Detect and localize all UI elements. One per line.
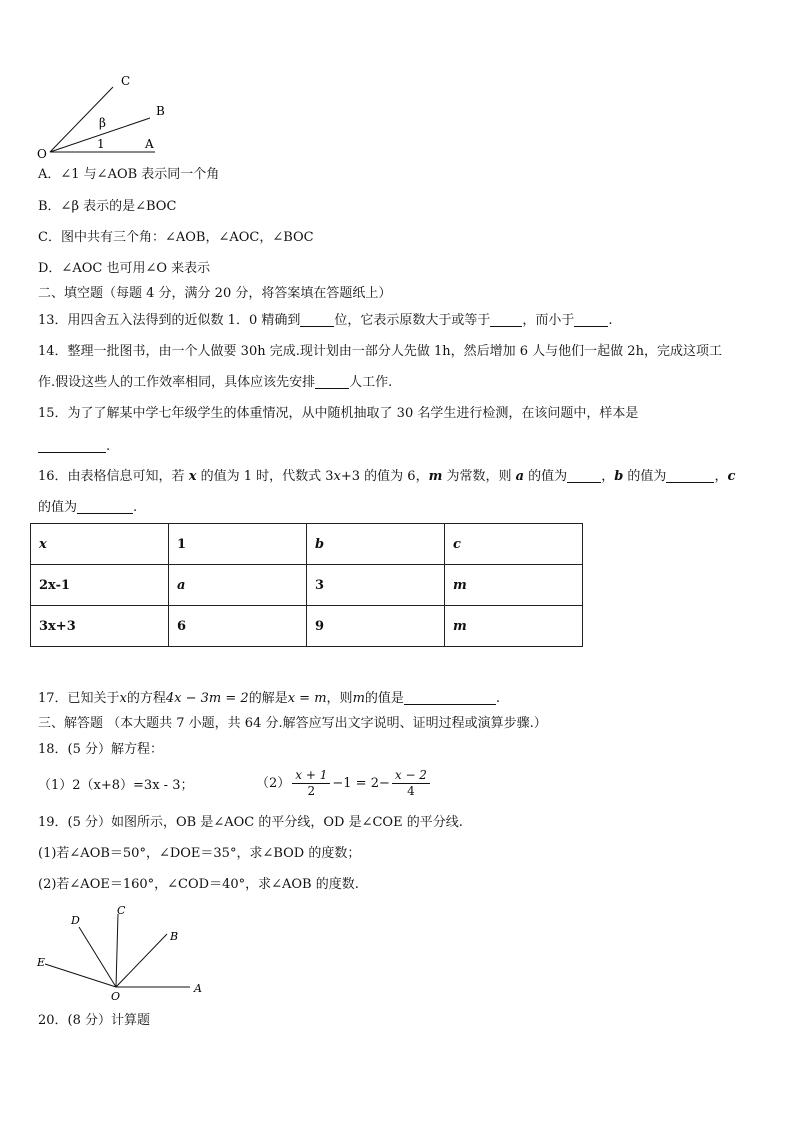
option-a: A．∠1 与∠AOB 表示同一个角 (38, 167, 220, 182)
section-2-heading: 二、填空题（每题 4 分，满分 20 分，将答案填在答题纸上） (38, 286, 392, 301)
q16-var-b: b (614, 469, 624, 484)
table-cell: 6 (169, 606, 307, 647)
question-19-title: 19．(5 分）如图所示，OB 是∠AOC 的平分线，OD 是∠COE 的平分线. (38, 815, 463, 830)
q15-blank (38, 438, 106, 453)
question-18-title: 18．(5 分）解方程： (38, 742, 164, 757)
fraction-numerator: x − 2 (392, 768, 430, 784)
option-c: C．图中共有三个角：∠AOB，∠AOC，∠BOC (38, 230, 314, 245)
label-d: D (71, 914, 80, 927)
q16-blank-c (77, 499, 133, 514)
q17-solution: x = m (287, 691, 327, 706)
table-cell: 3 (307, 565, 445, 606)
q18-equation-1: （1）2（x+8）=3x - 3； (38, 778, 194, 793)
fraction-denominator: 2 (307, 784, 316, 798)
info-table (30, 523, 583, 647)
ray-oe (45, 964, 116, 987)
q16-text-1: 16．由表格信息可知，若 (38, 469, 189, 484)
q16-text-5: 的值为 (524, 469, 568, 484)
ray-od (79, 927, 116, 987)
q18-fraction-1 (292, 768, 330, 799)
q15-end: . (106, 439, 111, 454)
q16-var-x2: x (333, 469, 341, 484)
q13-text-2: 位，它表示原数大于或等于 (334, 313, 491, 328)
q16-blank-b (666, 468, 714, 483)
q14-text-1: 作.假设这些人的工作效率相同，具体应该先安排 (38, 375, 316, 390)
label-b: B (156, 104, 165, 118)
angle-figure-2 (30, 900, 215, 1005)
label-e: E (37, 956, 46, 969)
label-a: A (194, 982, 202, 995)
q16-text-4: 为常数，则 (442, 469, 516, 484)
q16-text-8: ， (714, 469, 728, 484)
table-cell: m (445, 606, 583, 647)
q17-equation: 4x − 3m = 2 (165, 691, 249, 706)
label-a: A (145, 137, 154, 151)
table-row (31, 565, 583, 606)
section-3-heading: 三、解答题 （本大题共 7 小题，共 64 分.解答应写出文字说明、证明过程或演算步骤.） (38, 716, 547, 731)
q16-end: . (133, 500, 138, 515)
q16-text-6: ， (601, 469, 615, 484)
q13-text-1: 13．用四舍五入法得到的近似数 1．0 精确到 (38, 313, 301, 328)
q13-blank-3 (574, 312, 608, 327)
q18-equation-2 (256, 768, 432, 799)
table-cell: 9 (307, 606, 445, 647)
table-cell: b (307, 524, 445, 565)
q16-var-x: x (188, 469, 197, 484)
table-cell: x (31, 524, 169, 565)
question-20-title: 20．(8 分）计算题 (38, 1013, 151, 1028)
q17-var-x: x (119, 691, 127, 706)
q17-text-4: ，则 (326, 691, 353, 706)
q16-blank-a (567, 468, 601, 483)
question-13 (38, 312, 613, 330)
label-o: O (111, 990, 121, 1003)
q17-var-m: m (352, 691, 365, 706)
table-row (31, 524, 583, 565)
question-15-line-2 (38, 438, 110, 456)
option-d: D．∠AOC 也可用∠O 来表示 (38, 261, 211, 276)
q16-text-7: 的值为 (623, 469, 667, 484)
table-cell: c (445, 524, 583, 565)
label-c: C (121, 74, 131, 88)
q16-text-9: 的值为 (38, 500, 78, 515)
question-16-line-1 (38, 468, 735, 486)
q17-text-2: 的方程 (126, 691, 166, 706)
question-14-line-1: 14．整理一批图书，由一个人做要 30h 完成.现计划由一部分人先做 1h，然后增加 6 人与他们一起做 2h，完成这项工 (38, 344, 722, 359)
label-beta: β (99, 116, 106, 130)
q17-text-3: 的解是 (248, 691, 288, 706)
question-15-line-1: 15．为了了解某中学七年级学生的体重情况，从中随机抽取了 30 名学生进行检测，在该问题中，样本是 (38, 406, 639, 421)
option-b: B．∠β 表示的是∠BOC (38, 199, 177, 214)
table-cell: 2x-1 (31, 565, 169, 606)
q16-var-a: a (515, 469, 525, 484)
fraction-denominator: 4 (407, 784, 415, 798)
q16-text-3: +3 的值为 6， (340, 469, 429, 484)
q14-text-2: 人工作. (349, 375, 393, 390)
q18-fraction-2 (392, 768, 430, 799)
q18-eq2-middle: −1 = 2− (332, 776, 390, 791)
table-row (31, 606, 583, 647)
angle-figure-1 (30, 70, 180, 165)
question-16-line-2 (38, 499, 137, 517)
label-c: C (117, 904, 126, 917)
ray-ob (116, 934, 167, 987)
table-cell: 1 (169, 524, 307, 565)
ray-oc (116, 914, 118, 987)
label-b: B (170, 930, 179, 943)
label-o: O (37, 147, 47, 161)
q13-text-3: ，而小于 (522, 313, 575, 328)
label-1: 1 (97, 137, 105, 151)
question-14-line-2 (38, 374, 392, 392)
q13-blank-1 (300, 312, 334, 327)
q14-blank (315, 374, 349, 389)
q13-text-4: . (608, 313, 613, 328)
q18-eq2-prefix: （2） (256, 776, 291, 791)
q13-blank-2 (490, 312, 522, 327)
q17-end: . (495, 691, 501, 706)
q17-blank (404, 690, 496, 705)
q16-var-c: c (727, 469, 736, 484)
q17-text-1: 17．已知关于 (38, 691, 120, 706)
fraction-numerator: x + 1 (292, 768, 330, 784)
table-cell: m (445, 565, 583, 606)
table-cell: a (169, 565, 307, 606)
table-cell: 3x+3 (31, 606, 169, 647)
q17-text-5: 的值是 (364, 691, 404, 706)
question-17 (38, 690, 500, 708)
q16-text-2: 的值为 1 时，代数式 3 (196, 469, 334, 484)
q16-var-m: m (428, 469, 443, 484)
question-19-part-2: (2)若∠AOE＝160°，∠COD＝40°，求∠AOB 的度数. (38, 877, 359, 892)
question-19-part-1: (1)若∠AOB＝50°，∠DOE＝35°，求∠BOD 的度数； (38, 846, 361, 861)
